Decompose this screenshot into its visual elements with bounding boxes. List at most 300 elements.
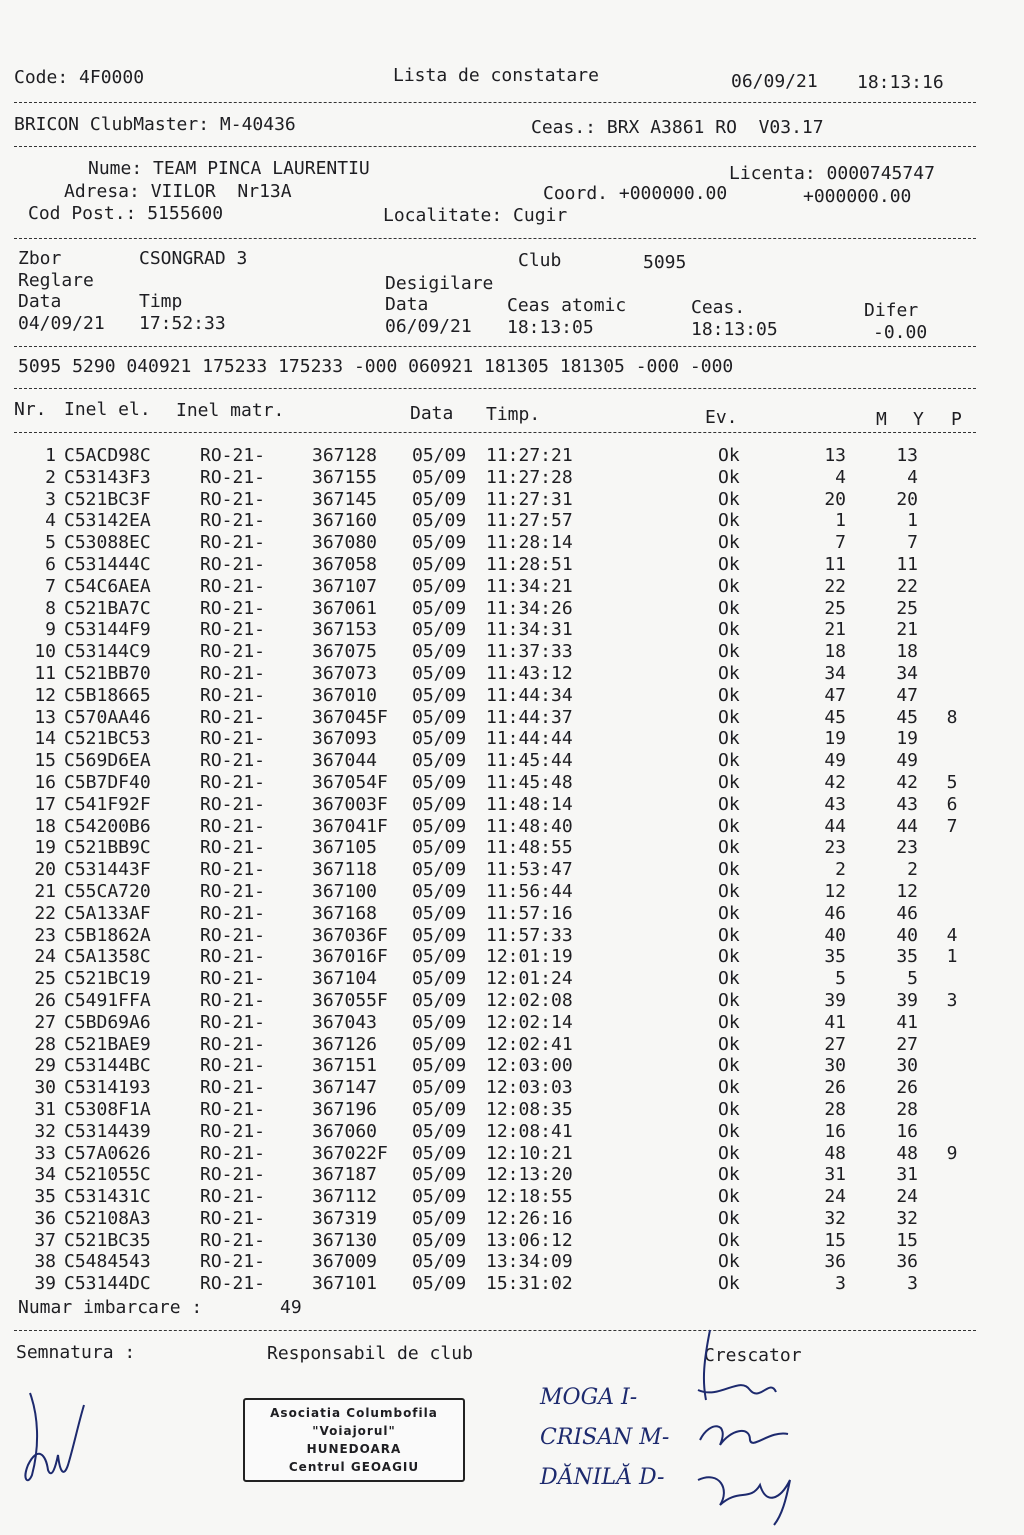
arrival-time: 11:44:34 [486, 684, 573, 706]
rank-y: 16 [896, 1120, 918, 1142]
signature-left [18, 1385, 98, 1495]
arrival-date: 05/09 [412, 1033, 467, 1055]
rank-y: 13 [896, 445, 918, 466]
rank-m: 44 [824, 815, 846, 837]
ring-number: 367128 [312, 445, 378, 466]
rank-y: 26 [896, 1077, 918, 1099]
handwritten-name: CRISAN M- [540, 1425, 670, 1450]
row-number: 29 [34, 1055, 56, 1077]
table-row [0, 554, 1024, 576]
rank-m: 28 [824, 1098, 846, 1120]
header-time: 18:13:16 [857, 72, 944, 93]
breeder-label: Crescator [704, 1345, 802, 1366]
ring-number: 367187 [312, 1164, 378, 1186]
arrival-time: 12:02:08 [486, 989, 573, 1011]
rank-y: 20 [896, 488, 918, 510]
row-number: 5 [45, 532, 56, 554]
desigilare-label: Desigilare [385, 273, 494, 294]
row-number: 27 [34, 1011, 56, 1033]
arrival-date: 05/09 [412, 1011, 467, 1033]
ring-prefix: RO-21- [200, 510, 266, 532]
handwritten-name: DĂNILĂ D- [540, 1465, 665, 1490]
rank-m: 15 [824, 1229, 846, 1251]
ring-number: 367041F [312, 815, 388, 837]
ring-electronic: C521055C [64, 1164, 151, 1186]
table-row [0, 1099, 1024, 1121]
document-title: Lista de constatare [393, 65, 599, 86]
row-number: 8 [45, 597, 56, 619]
ring-prefix: RO-21- [200, 684, 266, 706]
row-number: 10 [34, 641, 56, 663]
rank-m: 49 [824, 750, 846, 772]
ring-electronic: C52108A3 [64, 1207, 151, 1229]
clock-value: 18:13:05 [691, 319, 778, 340]
event-status: Ok [718, 771, 740, 793]
rank-m: 12 [824, 880, 846, 902]
rank-m: 20 [824, 488, 846, 510]
table-row [0, 859, 1024, 881]
handwritten-name: MOGA I- [540, 1385, 638, 1410]
rank-m: 43 [824, 793, 846, 815]
event-status: Ok [718, 1229, 740, 1251]
event-status: Ok [718, 1164, 740, 1186]
rank-m: 48 [824, 1142, 846, 1164]
summary-code-line: 5095 5290 040921 175233 175233 -000 060921 181305 181305 -000 -000 [18, 356, 734, 377]
ring-electronic: C5484543 [64, 1251, 151, 1273]
row-number: 21 [34, 880, 56, 902]
ring-number: 367061 [312, 597, 378, 619]
arrival-time: 11:44:37 [486, 706, 573, 728]
ring-electronic: C569D6EA [64, 750, 151, 772]
ring-number: 367319 [312, 1207, 378, 1229]
rank-y: 11 [896, 553, 918, 575]
ring-number: 367073 [312, 662, 378, 684]
rank-y: 27 [896, 1033, 918, 1055]
stamp-line: Asociatia Columbofila [270, 1406, 438, 1420]
row-number: 13 [34, 706, 56, 728]
event-status: Ok [718, 1033, 740, 1055]
row-number: 16 [34, 771, 56, 793]
ring-electronic: C521BC53 [64, 728, 151, 750]
row-number: 19 [34, 837, 56, 859]
divider [14, 1330, 976, 1331]
rank-m: 19 [824, 728, 846, 750]
ring-prefix: RO-21- [200, 1251, 266, 1273]
event-status: Ok [718, 859, 740, 881]
ring-electronic: C5ACD98C [64, 445, 151, 466]
event-status: Ok [718, 815, 740, 837]
owner-address: Adresa: VIILOR Nr13A [64, 181, 292, 202]
atomic-clock-label: Ceas atomic [507, 295, 627, 316]
table-row [0, 576, 1024, 598]
arrival-time: 12:18:55 [486, 1186, 573, 1208]
table-row [0, 1055, 1024, 1077]
des-data-value: 06/09/21 [385, 316, 472, 337]
row-number: 34 [34, 1164, 56, 1186]
ring-prefix: RO-21- [200, 1098, 266, 1120]
event-status: Ok [718, 1055, 740, 1077]
col-data: Data [410, 403, 454, 424]
table-row [0, 445, 1024, 467]
ring-electronic: C57A0626 [64, 1142, 151, 1164]
arrival-date: 05/09 [412, 728, 467, 750]
row-number: 25 [34, 968, 56, 990]
rank-m: 42 [824, 771, 846, 793]
table-row [0, 1164, 1024, 1186]
rank-y: 48 [896, 1142, 918, 1164]
event-status: Ok [718, 880, 740, 902]
ring-prefix: RO-21- [200, 750, 266, 772]
table-row [0, 1012, 1024, 1034]
rank-y: 3 [907, 1273, 918, 1295]
arrival-date: 05/09 [412, 706, 467, 728]
row-number: 17 [34, 793, 56, 815]
ring-prefix: RO-21- [200, 575, 266, 597]
event-status: Ok [718, 575, 740, 597]
rank-y: 4 [907, 466, 918, 488]
ring-prefix: RO-21- [200, 924, 266, 946]
arrival-time: 11:48:14 [486, 793, 573, 815]
ring-number: 367105 [312, 837, 378, 859]
rank-m: 41 [824, 1011, 846, 1033]
club-stamp [243, 1398, 465, 1482]
ring-electronic: C5491FFA [64, 989, 151, 1011]
row-number: 30 [34, 1077, 56, 1099]
row-number: 2 [45, 466, 56, 488]
reglare-label: Reglare [18, 270, 94, 291]
row-number: 26 [34, 989, 56, 1011]
arrival-time: 11:44:44 [486, 728, 573, 750]
table-row [0, 1186, 1024, 1208]
table-row [0, 1121, 1024, 1143]
rank-m: 45 [824, 706, 846, 728]
arrival-time: 12:08:35 [486, 1098, 573, 1120]
reg-timp-label: Timp [139, 291, 183, 312]
col-inel-matr: Inel matr. [176, 400, 285, 421]
table-row [0, 1077, 1024, 1099]
ring-prefix: RO-21- [200, 1142, 266, 1164]
rank-p: 7 [946, 815, 958, 837]
divider [14, 146, 976, 147]
table-row [0, 728, 1024, 750]
clubmaster-id: BRICON ClubMaster: M-40436 [14, 114, 296, 135]
arrival-date: 05/09 [412, 1142, 467, 1164]
rank-p: 3 [946, 989, 958, 1011]
event-status: Ok [718, 662, 740, 684]
rank-m: 31 [824, 1164, 846, 1186]
rank-y: 25 [896, 597, 918, 619]
ring-prefix: RO-21- [200, 1186, 266, 1208]
table-row [0, 794, 1024, 816]
arrival-time: 11:34:21 [486, 575, 573, 597]
arrival-date: 05/09 [412, 641, 467, 663]
embarked-label: Numar imbarcare : [18, 1297, 203, 1318]
rank-m: 30 [824, 1055, 846, 1077]
table-row [0, 946, 1024, 968]
rank-m: 26 [824, 1077, 846, 1099]
arrival-time: 11:43:12 [486, 662, 573, 684]
arrival-date: 05/09 [412, 880, 467, 902]
ring-prefix: RO-21- [200, 837, 266, 859]
rank-y: 19 [896, 728, 918, 750]
arrival-time: 11:45:44 [486, 750, 573, 772]
rank-y: 39 [896, 989, 918, 1011]
ring-number: 367045F [312, 706, 388, 728]
table-row [0, 968, 1024, 990]
row-number: 20 [34, 859, 56, 881]
stamp-line: HUNEDOARA [306, 1442, 402, 1456]
arrival-date: 05/09 [412, 619, 467, 641]
event-status: Ok [718, 1186, 740, 1208]
rank-y: 36 [896, 1251, 918, 1273]
arrival-time: 12:08:41 [486, 1120, 573, 1142]
col-p: P [951, 409, 962, 430]
arrival-date: 05/09 [412, 924, 467, 946]
ring-number: 367093 [312, 728, 378, 750]
clock-id: Ceas.: BRX A3861 RO V03.17 [531, 117, 824, 138]
event-status: Ok [718, 641, 740, 663]
postal-code: Cod Post.: 5155600 [28, 203, 224, 224]
arrival-time: 11:27:31 [486, 488, 573, 510]
ring-prefix: RO-21- [200, 466, 266, 488]
col-inel-el: Inel el. [64, 399, 151, 420]
owner-name: Nume: TEAM PINCA LAURENTIU [88, 158, 370, 179]
ring-prefix: RO-21- [200, 989, 266, 1011]
ring-number: 367055F [312, 989, 388, 1011]
ring-electronic: C5B7DF40 [64, 771, 151, 793]
event-status: Ok [718, 902, 740, 924]
arrival-date: 05/09 [412, 1251, 467, 1273]
row-number: 33 [34, 1142, 56, 1164]
ring-electronic: C5A133AF [64, 902, 151, 924]
rank-y: 5 [907, 968, 918, 990]
event-status: Ok [718, 924, 740, 946]
rank-y: 34 [896, 662, 918, 684]
ring-number: 367080 [312, 532, 378, 554]
table-row [0, 1273, 1024, 1295]
event-status: Ok [718, 466, 740, 488]
arrival-date: 05/09 [412, 902, 467, 924]
ring-electronic: C570AA46 [64, 706, 151, 728]
row-number: 14 [34, 728, 56, 750]
table-row [0, 663, 1024, 685]
arrival-time: 12:03:03 [486, 1077, 573, 1099]
rank-y: 40 [896, 924, 918, 946]
divider [14, 432, 976, 433]
ring-electronic: C5308F1A [64, 1098, 151, 1120]
ring-electronic: C53088EC [64, 532, 151, 554]
table-row [0, 1230, 1024, 1252]
rank-p: 6 [946, 793, 958, 815]
arrival-date: 05/09 [412, 445, 467, 466]
ring-prefix: RO-21- [200, 532, 266, 554]
arrival-date: 05/09 [412, 793, 467, 815]
table-row [0, 903, 1024, 925]
arrival-date: 05/09 [412, 597, 467, 619]
row-number: 7 [45, 575, 56, 597]
stamp-line: "Voiajorul" [312, 1424, 396, 1438]
ring-prefix: RO-21- [200, 488, 266, 510]
arrival-date: 05/09 [412, 662, 467, 684]
table-row [0, 925, 1024, 947]
ring-number: 367043 [312, 1011, 378, 1033]
arrival-time: 12:13:20 [486, 1164, 573, 1186]
arrival-time: 11:34:31 [486, 619, 573, 641]
arrival-date: 05/09 [412, 684, 467, 706]
table-row [0, 707, 1024, 729]
arrival-date: 05/09 [412, 553, 467, 575]
arrival-date: 05/09 [412, 1164, 467, 1186]
arrival-date: 05/09 [412, 488, 467, 510]
ring-electronic: C5314439 [64, 1120, 151, 1142]
table-row [0, 750, 1024, 772]
code-label: Code: 4F0000 [14, 67, 145, 88]
ring-number: 367058 [312, 553, 378, 575]
ring-prefix: RO-21- [200, 771, 266, 793]
row-number: 22 [34, 902, 56, 924]
rank-y: 30 [896, 1055, 918, 1077]
event-status: Ok [718, 1120, 740, 1142]
table-row [0, 510, 1024, 532]
divider [14, 102, 976, 103]
rank-m: 22 [824, 575, 846, 597]
arrival-date: 05/09 [412, 837, 467, 859]
row-number: 3 [45, 488, 56, 510]
ring-prefix: RO-21- [200, 1055, 266, 1077]
rank-m: 39 [824, 989, 846, 1011]
row-number: 1 [45, 445, 56, 466]
rank-m: 46 [824, 902, 846, 924]
rank-y: 42 [896, 771, 918, 793]
results-table [0, 445, 1024, 1295]
arrival-time: 11:45:48 [486, 771, 573, 793]
rank-y: 43 [896, 793, 918, 815]
ring-prefix: RO-21- [200, 706, 266, 728]
event-status: Ok [718, 837, 740, 859]
rank-m: 18 [824, 641, 846, 663]
rank-m: 23 [824, 837, 846, 859]
divider [14, 238, 976, 239]
row-number: 28 [34, 1033, 56, 1055]
ring-number: 367107 [312, 575, 378, 597]
row-number: 18 [34, 815, 56, 837]
rank-y: 47 [896, 684, 918, 706]
rank-y: 15 [896, 1229, 918, 1251]
ring-number: 367130 [312, 1229, 378, 1251]
row-number: 15 [34, 750, 56, 772]
rank-y: 41 [896, 1011, 918, 1033]
signatures-right [690, 1330, 810, 1530]
arrival-date: 05/09 [412, 815, 467, 837]
table-row [0, 489, 1024, 511]
table-row [0, 881, 1024, 903]
ring-prefix: RO-21- [200, 1120, 266, 1142]
event-status: Ok [718, 793, 740, 815]
arrival-time: 11:57:16 [486, 902, 573, 924]
rank-y: 31 [896, 1164, 918, 1186]
col-ev: Ev. [705, 407, 738, 428]
table-row [0, 1208, 1024, 1230]
event-status: Ok [718, 1273, 740, 1295]
rank-p: 5 [946, 771, 958, 793]
event-status: Ok [718, 553, 740, 575]
ring-prefix: RO-21- [200, 859, 266, 881]
ring-electronic: C53144DC [64, 1273, 151, 1295]
rank-m: 47 [824, 684, 846, 706]
ring-electronic: C53142EA [64, 510, 151, 532]
event-status: Ok [718, 728, 740, 750]
rank-m: 5 [835, 968, 846, 990]
rank-y: 32 [896, 1207, 918, 1229]
rank-y: 22 [896, 575, 918, 597]
ring-number: 367010 [312, 684, 378, 706]
event-status: Ok [718, 1011, 740, 1033]
row-number: 24 [34, 946, 56, 968]
rank-y: 46 [896, 902, 918, 924]
arrival-time: 13:06:12 [486, 1229, 573, 1251]
atomic-clock-value: 18:13:05 [507, 317, 594, 338]
ring-number: 367168 [312, 902, 378, 924]
table-row [0, 1251, 1024, 1273]
rank-m: 32 [824, 1207, 846, 1229]
ring-number: 367054F [312, 771, 388, 793]
arrival-date: 05/09 [412, 946, 467, 968]
ring-prefix: RO-21- [200, 619, 266, 641]
rank-y: 1 [907, 510, 918, 532]
arrival-date: 05/09 [412, 575, 467, 597]
arrival-date: 05/09 [412, 1098, 467, 1120]
arrival-date: 05/09 [412, 1055, 467, 1077]
arrival-time: 11:28:51 [486, 553, 573, 575]
arrival-time: 11:53:47 [486, 859, 573, 881]
flight-name: CSONGRAD 3 [139, 248, 248, 269]
reg-data-label: Data [18, 291, 62, 312]
coord-lon: +000000.00 [803, 186, 912, 207]
rank-y: 44 [896, 815, 918, 837]
rank-p: 8 [946, 706, 958, 728]
clock-label: Ceas. [691, 297, 746, 318]
embarked-count: 49 [280, 1297, 302, 1318]
ring-number: 367153 [312, 619, 378, 641]
event-status: Ok [718, 445, 740, 466]
event-status: Ok [718, 1098, 740, 1120]
arrival-time: 11:37:33 [486, 641, 573, 663]
event-status: Ok [718, 1077, 740, 1099]
divider [14, 346, 976, 347]
ring-electronic: C531443F [64, 859, 151, 881]
arrival-date: 05/09 [412, 750, 467, 772]
ring-number: 367118 [312, 859, 378, 881]
rank-y: 45 [896, 706, 918, 728]
event-status: Ok [718, 1207, 740, 1229]
ring-electronic: C541F92F [64, 793, 151, 815]
ring-electronic: C521BC19 [64, 968, 151, 990]
club-label: Club [518, 250, 562, 271]
col-nr: Nr. [14, 399, 47, 420]
row-number: 37 [34, 1229, 56, 1251]
des-data-label: Data [385, 294, 429, 315]
ring-number: 367060 [312, 1120, 378, 1142]
arrival-date: 05/09 [412, 1207, 467, 1229]
arrival-date: 05/09 [412, 771, 467, 793]
ring-prefix: RO-21- [200, 1077, 266, 1099]
rank-y: 23 [896, 837, 918, 859]
club-responsible-label: Responsabil de club [267, 1343, 473, 1364]
table-row [0, 467, 1024, 489]
table-row [0, 532, 1024, 554]
ring-prefix: RO-21- [200, 793, 266, 815]
rank-m: 1 [835, 510, 846, 532]
